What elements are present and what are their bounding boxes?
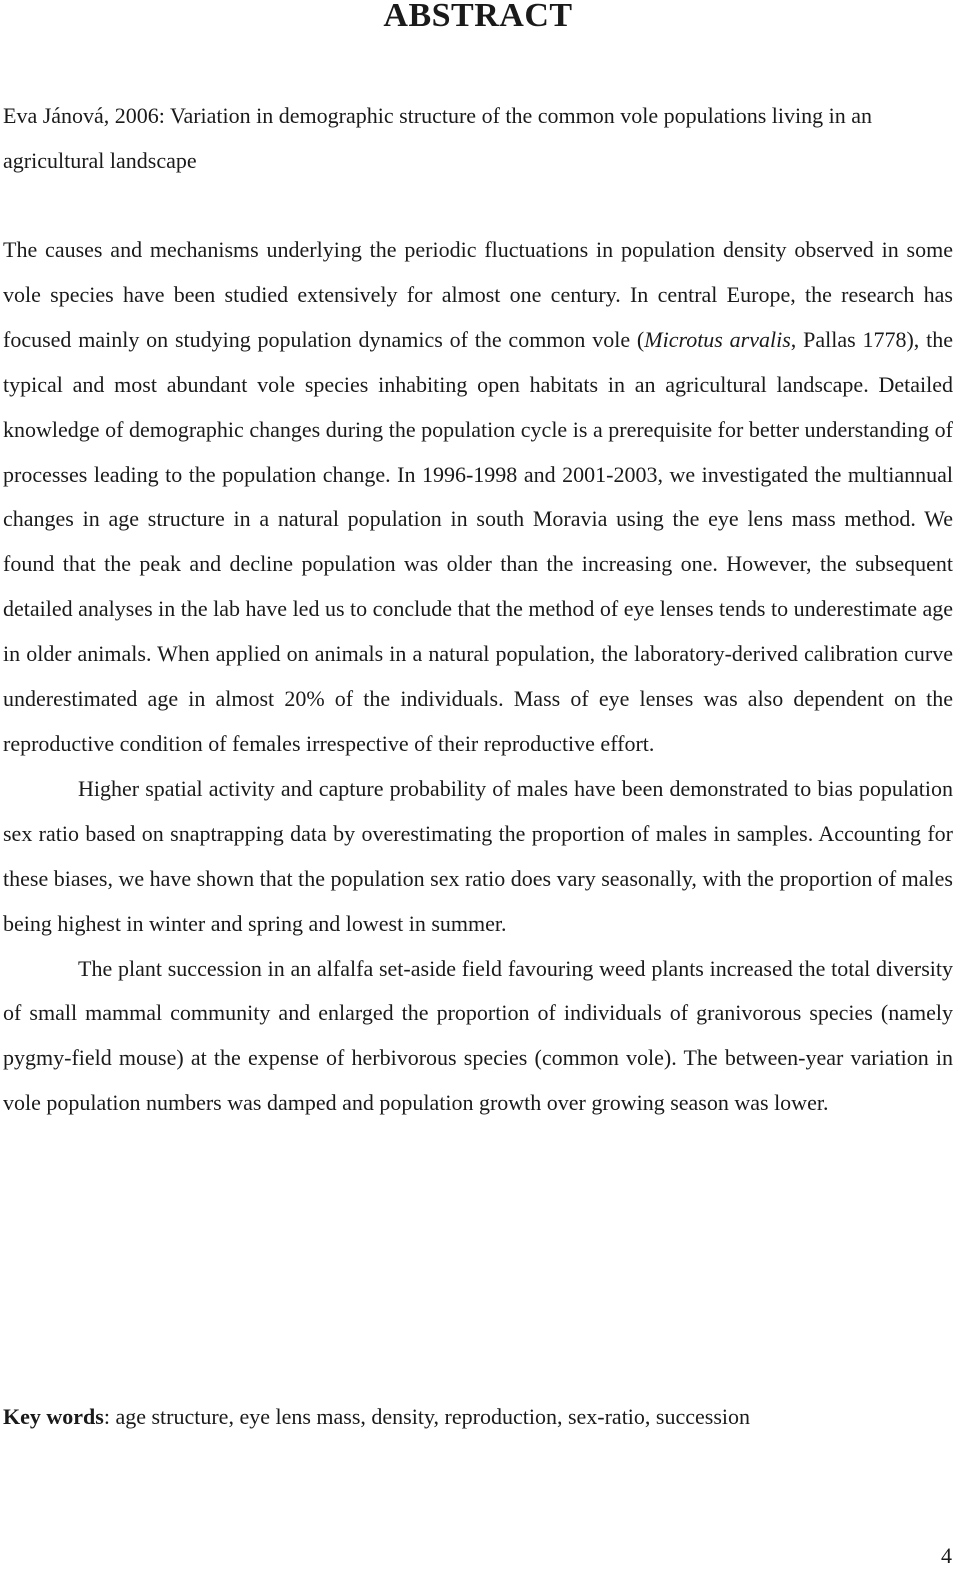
- keywords-separator: :: [103, 1404, 116, 1429]
- abstract-body: [3, 228, 953, 1126]
- paragraph-1-before: The causes and mechanisms underlying the periodic fluctuations in population density observed in some vole species have been studied extensively for almost one century. In central Europe, the research has focused mainly on studying population dynamics of the common vole (: [3, 237, 953, 352]
- keywords-text: age structure, eye lens mass, density, reproduction, sex-ratio, succession: [115, 1404, 751, 1429]
- page-number: 4: [941, 1543, 952, 1568]
- paragraph-1-after: , Pallas 1778), the typical and most abundant vole species inhabiting open habitats in an agricultural landscape. Detailed knowledge of demographic changes during the population cycle is a prerequisite for better understanding of processes leading to the population change. In 1996-1998 and 2001-2003, we investigated the multiannual changes in age structure in a natural population in south Moravia using the eye lens mass method. We found that the peak and decline population was older than the increasing one. However, the subsequent detailed analyses in the lab have led us to conclude that the method of eye lenses tends to underestimate age in older animals. When applied on animals in a natural population, the laboratory-derived calibration curve underestimated age in almost 20% of the individuals. Mass of eye lenses was also dependent on the reproductive condition of females irrespective of their reproductive effort.: [3, 326, 953, 756]
- paragraph-3: The plant succession in an alfalfa set-aside field favouring weed plants increased the total diversity of small mammal community and enlarged the proportion of individuals of granivorous species (namely pygmy-field mouse) at the expense of herbivorous species (common vole). The between-year variation in vole population numbers was damped and population growth over growing season was lower.: [3, 955, 953, 1116]
- paragraph-1: [3, 228, 953, 767]
- paragraph-2: Higher spatial activity and capture probability of males have been demonstrated to bias population sex ratio based on snaptrapping data by overestimating the proportion of males in samples. Accounting for these biases, we have shown that the population sex ratio does vary seasonally, with the proportion of males being highest in winter and spring and lowest in summer.: [3, 775, 953, 936]
- keywords-label: Key words: [3, 1404, 104, 1429]
- citation: Eva Jánová, 2006: Variation in demographic structure of the common vole populations living in an agricultural landscape: [3, 103, 873, 173]
- species-name: Microtus arvalis: [644, 326, 791, 352]
- keywords: [3, 1394, 953, 1439]
- abstract-heading: ABSTRACT: [383, 0, 573, 34]
